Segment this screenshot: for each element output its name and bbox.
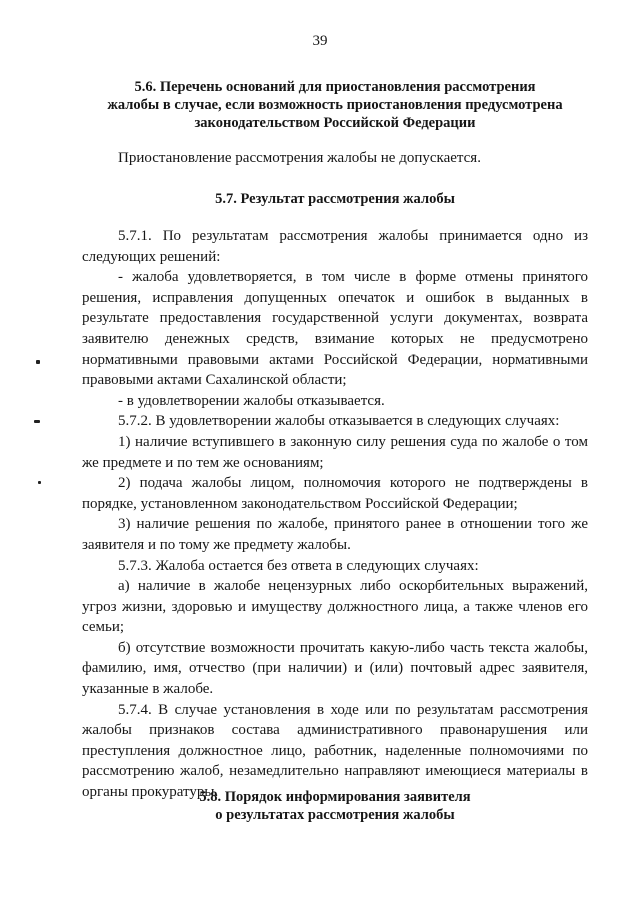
paragraph-5-7-2: 5.7.2. В удовлетворении жалобы отказывается в следующих случаях: — [118, 413, 560, 430]
heading-line: жалобы в случае, если возможность приостановления предусмотрена — [107, 97, 563, 113]
section-5-8-heading — [80, 788, 590, 824]
paragraph-case-a: а) наличие в жалобе нецензурных либо оскорбительных выражений, угроз жизни, здоровью и имуществу должностного лица, а также членов его семьи; — [82, 578, 588, 636]
heading-line: 5.8. Порядок информирования заявителя — [199, 789, 471, 805]
paragraph-5-7-3: 5.7.3. Жалоба остается без ответа в следующих случаях: — [118, 557, 479, 574]
paragraph-5-7-4: 5.7.4. В случае установления в ходе или по результатам рассмотрения жалобы признаков состава административного правонарушения или преступления должностное лицо, работник, наделенные полномочиями по рассмотрению жалоб, незамедлительно направляют имеющиеся материалы в органы прокуратуры. — [82, 701, 588, 801]
heading-line: законодательством Российской Федерации — [194, 115, 476, 131]
margin-dash-mark — [34, 420, 40, 423]
paragraph-case-3: 3) наличие решения по жалобе, принятого ранее в отношении того же заявителя и по тому же предмету жалобы. — [82, 516, 588, 553]
paragraph-case-b: б) отсутствие возможности прочитать какую-либо часть текста жалобы, фамилию, имя, отчество (при наличии) и (или) почтовый адрес заявителя, указанные в жалобе. — [82, 639, 588, 698]
section-5-6-heading — [80, 78, 590, 132]
section-5-7-heading: 5.7. Результат рассмотрения жалобы — [215, 191, 455, 207]
page-number: 39 — [312, 33, 328, 49]
section-5-6-text: Приостановление рассмотрения жалобы не допускается. — [118, 150, 481, 166]
heading-line: 5.6. Перечень оснований для приостановления рассмотрения — [134, 79, 536, 95]
paragraph-satisfied: - жалоба удовлетворяется, в том числе в форме отмены принятого решения, исправления допущенных опечаток и ошибок в выданных в результате предоставления государственной услуги документах, возврата заявителю денежных средств, взимание которых не предусмотрено нормативными правовыми актами Российской Федерации, нормативными правовыми актами Сахалинской области; — [82, 269, 588, 389]
paragraph-case-2: 2) подача жалобы лицом, полномочия которого не подтверждены в порядке, установленном законодательством Российской Федерации; — [82, 475, 588, 512]
heading-line: о результатах рассмотрения жалобы — [215, 807, 455, 823]
paragraph-5-7-1: 5.7.1. По результатам рассмотрения жалобы принимается одно из следующих решений: — [82, 228, 588, 265]
margin-dot-mark — [38, 481, 41, 484]
paragraph-denied: - в удовлетворении жалобы отказывается. — [118, 392, 385, 409]
margin-dot-mark — [36, 360, 40, 364]
paragraph-case-1: 1) наличие вступившего в законную силу решения суда по жалобе о том же предмете и по тем же основаниям; — [82, 433, 588, 471]
section-5-7-body — [82, 226, 588, 803]
